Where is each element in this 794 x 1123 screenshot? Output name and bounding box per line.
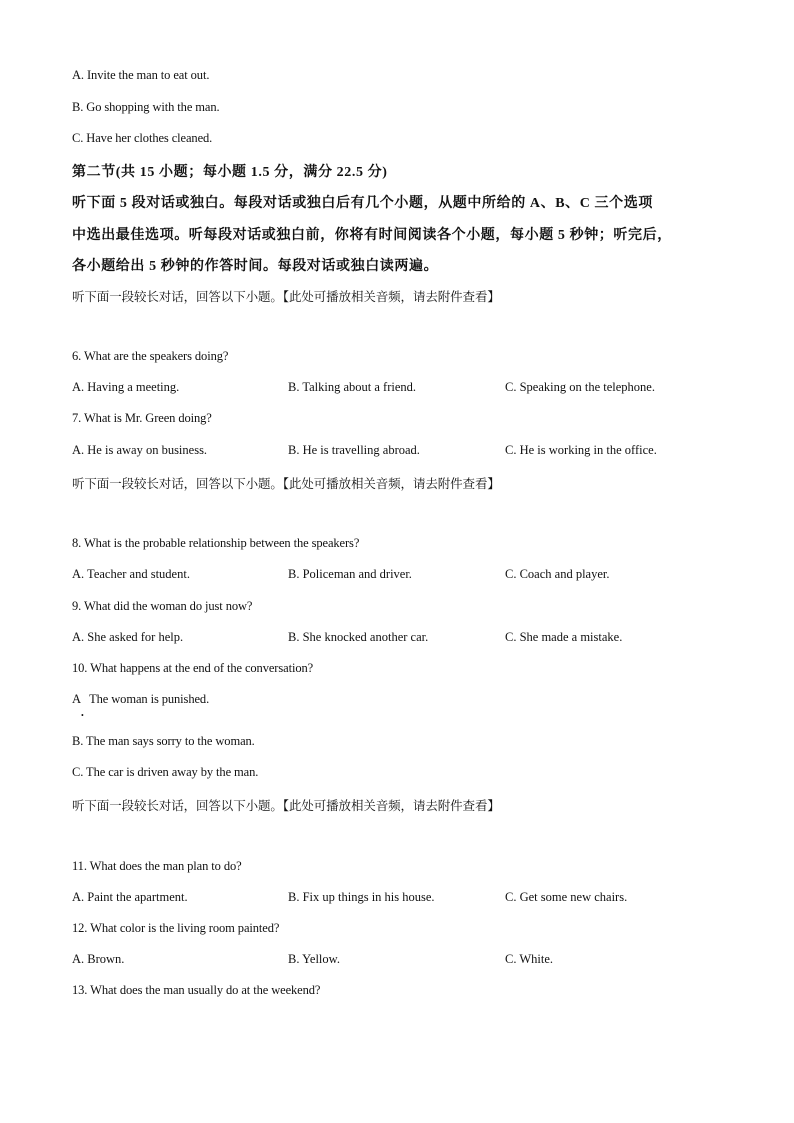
- option-a: A. Teacher and student.: [72, 567, 190, 581]
- audio-notice: 听下面一段较长对话，回答以下小题。【此处可播放相关音频，请去附件查看】: [72, 476, 500, 491]
- audio-notice: 听下面一段较长对话，回答以下小题。【此处可播放相关音频，请去附件查看】: [72, 289, 500, 304]
- option-b: B. She knocked another car.: [288, 630, 429, 644]
- option-b: B. The man says sorry to the woman.: [72, 734, 255, 748]
- question-8-options: [72, 567, 752, 585]
- option-c: C. Get some new chairs.: [505, 890, 628, 904]
- option-c: C. Have her clothes cleaned.: [72, 131, 213, 145]
- option-a: A. He is away on business.: [72, 443, 208, 457]
- audio-notice: 听下面一段较长对话，回答以下小题。【此处可播放相关音频，请去附件查看】: [72, 798, 500, 813]
- option-b: B. He is travelling abroad.: [288, 443, 420, 457]
- option-b: B. Go shopping with the man.: [72, 100, 220, 114]
- section-instruction-line: 中选出最佳选项。听每段对话或独白前，你将有时间阅读各个小题，每小题 5 秒钟；听完后，: [72, 228, 672, 243]
- question-7: 7. What is Mr. Green doing?: [72, 411, 212, 425]
- option-b: B. Yellow.: [288, 952, 340, 966]
- option-a: A. She asked for help.: [72, 630, 184, 644]
- question-6-options: [72, 380, 752, 398]
- option-b: B. Talking about a friend.: [288, 380, 417, 394]
- question-11: 11. What does the man plan to do?: [72, 859, 242, 873]
- section-instruction-line: 听下面 5 段对话或独白。每段对话或独白后有几个小题，从题中所给的 A、B、C 三个选项: [72, 196, 653, 211]
- option-c: C. Coach and player.: [505, 567, 610, 581]
- section-instruction-line: 各小题给出 5 秒钟的作答时间。每段对话或独白读两遍。: [72, 259, 439, 274]
- stray-dot: •: [81, 711, 84, 720]
- option-c: C. White.: [505, 952, 554, 966]
- option-a: A. Paint the apartment.: [72, 890, 188, 904]
- question-12: 12. What color is the living room painted?: [72, 921, 280, 935]
- question-7-options: [72, 443, 752, 461]
- question-8: 8. What is the probable relationship between the speakers?: [72, 536, 360, 550]
- question-6: 6. What are the speakers doing?: [72, 349, 229, 363]
- option-a: A. Brown.: [72, 952, 125, 966]
- option-b: B. Fix up things in his house.: [288, 890, 435, 904]
- question-9-options: [72, 630, 752, 648]
- option-c: C. He is working in the office.: [505, 443, 657, 457]
- question-12-options: [72, 952, 752, 970]
- option-a: A. Having a meeting.: [72, 380, 180, 394]
- option-c: C. She made a mistake.: [505, 630, 623, 644]
- question-13: 13. What does the man usually do at the weekend?: [72, 983, 321, 997]
- question-11-options: [72, 890, 752, 908]
- section-title: 第二节(共 15 小题；每小题 1.5 分，满分 22.5 分): [72, 165, 388, 180]
- option-c: C. Speaking on the telephone.: [505, 380, 655, 394]
- question-9: 9. What did the woman do just now?: [72, 599, 253, 613]
- option-c: C. The car is driven away by the man.: [72, 765, 259, 779]
- question-10: 10. What happens at the end of the conversation?: [72, 661, 314, 675]
- option-a: A The woman is punished.: [72, 692, 210, 706]
- option-b: B. Policeman and driver.: [288, 567, 412, 581]
- option-a: A. Invite the man to eat out.: [72, 68, 210, 82]
